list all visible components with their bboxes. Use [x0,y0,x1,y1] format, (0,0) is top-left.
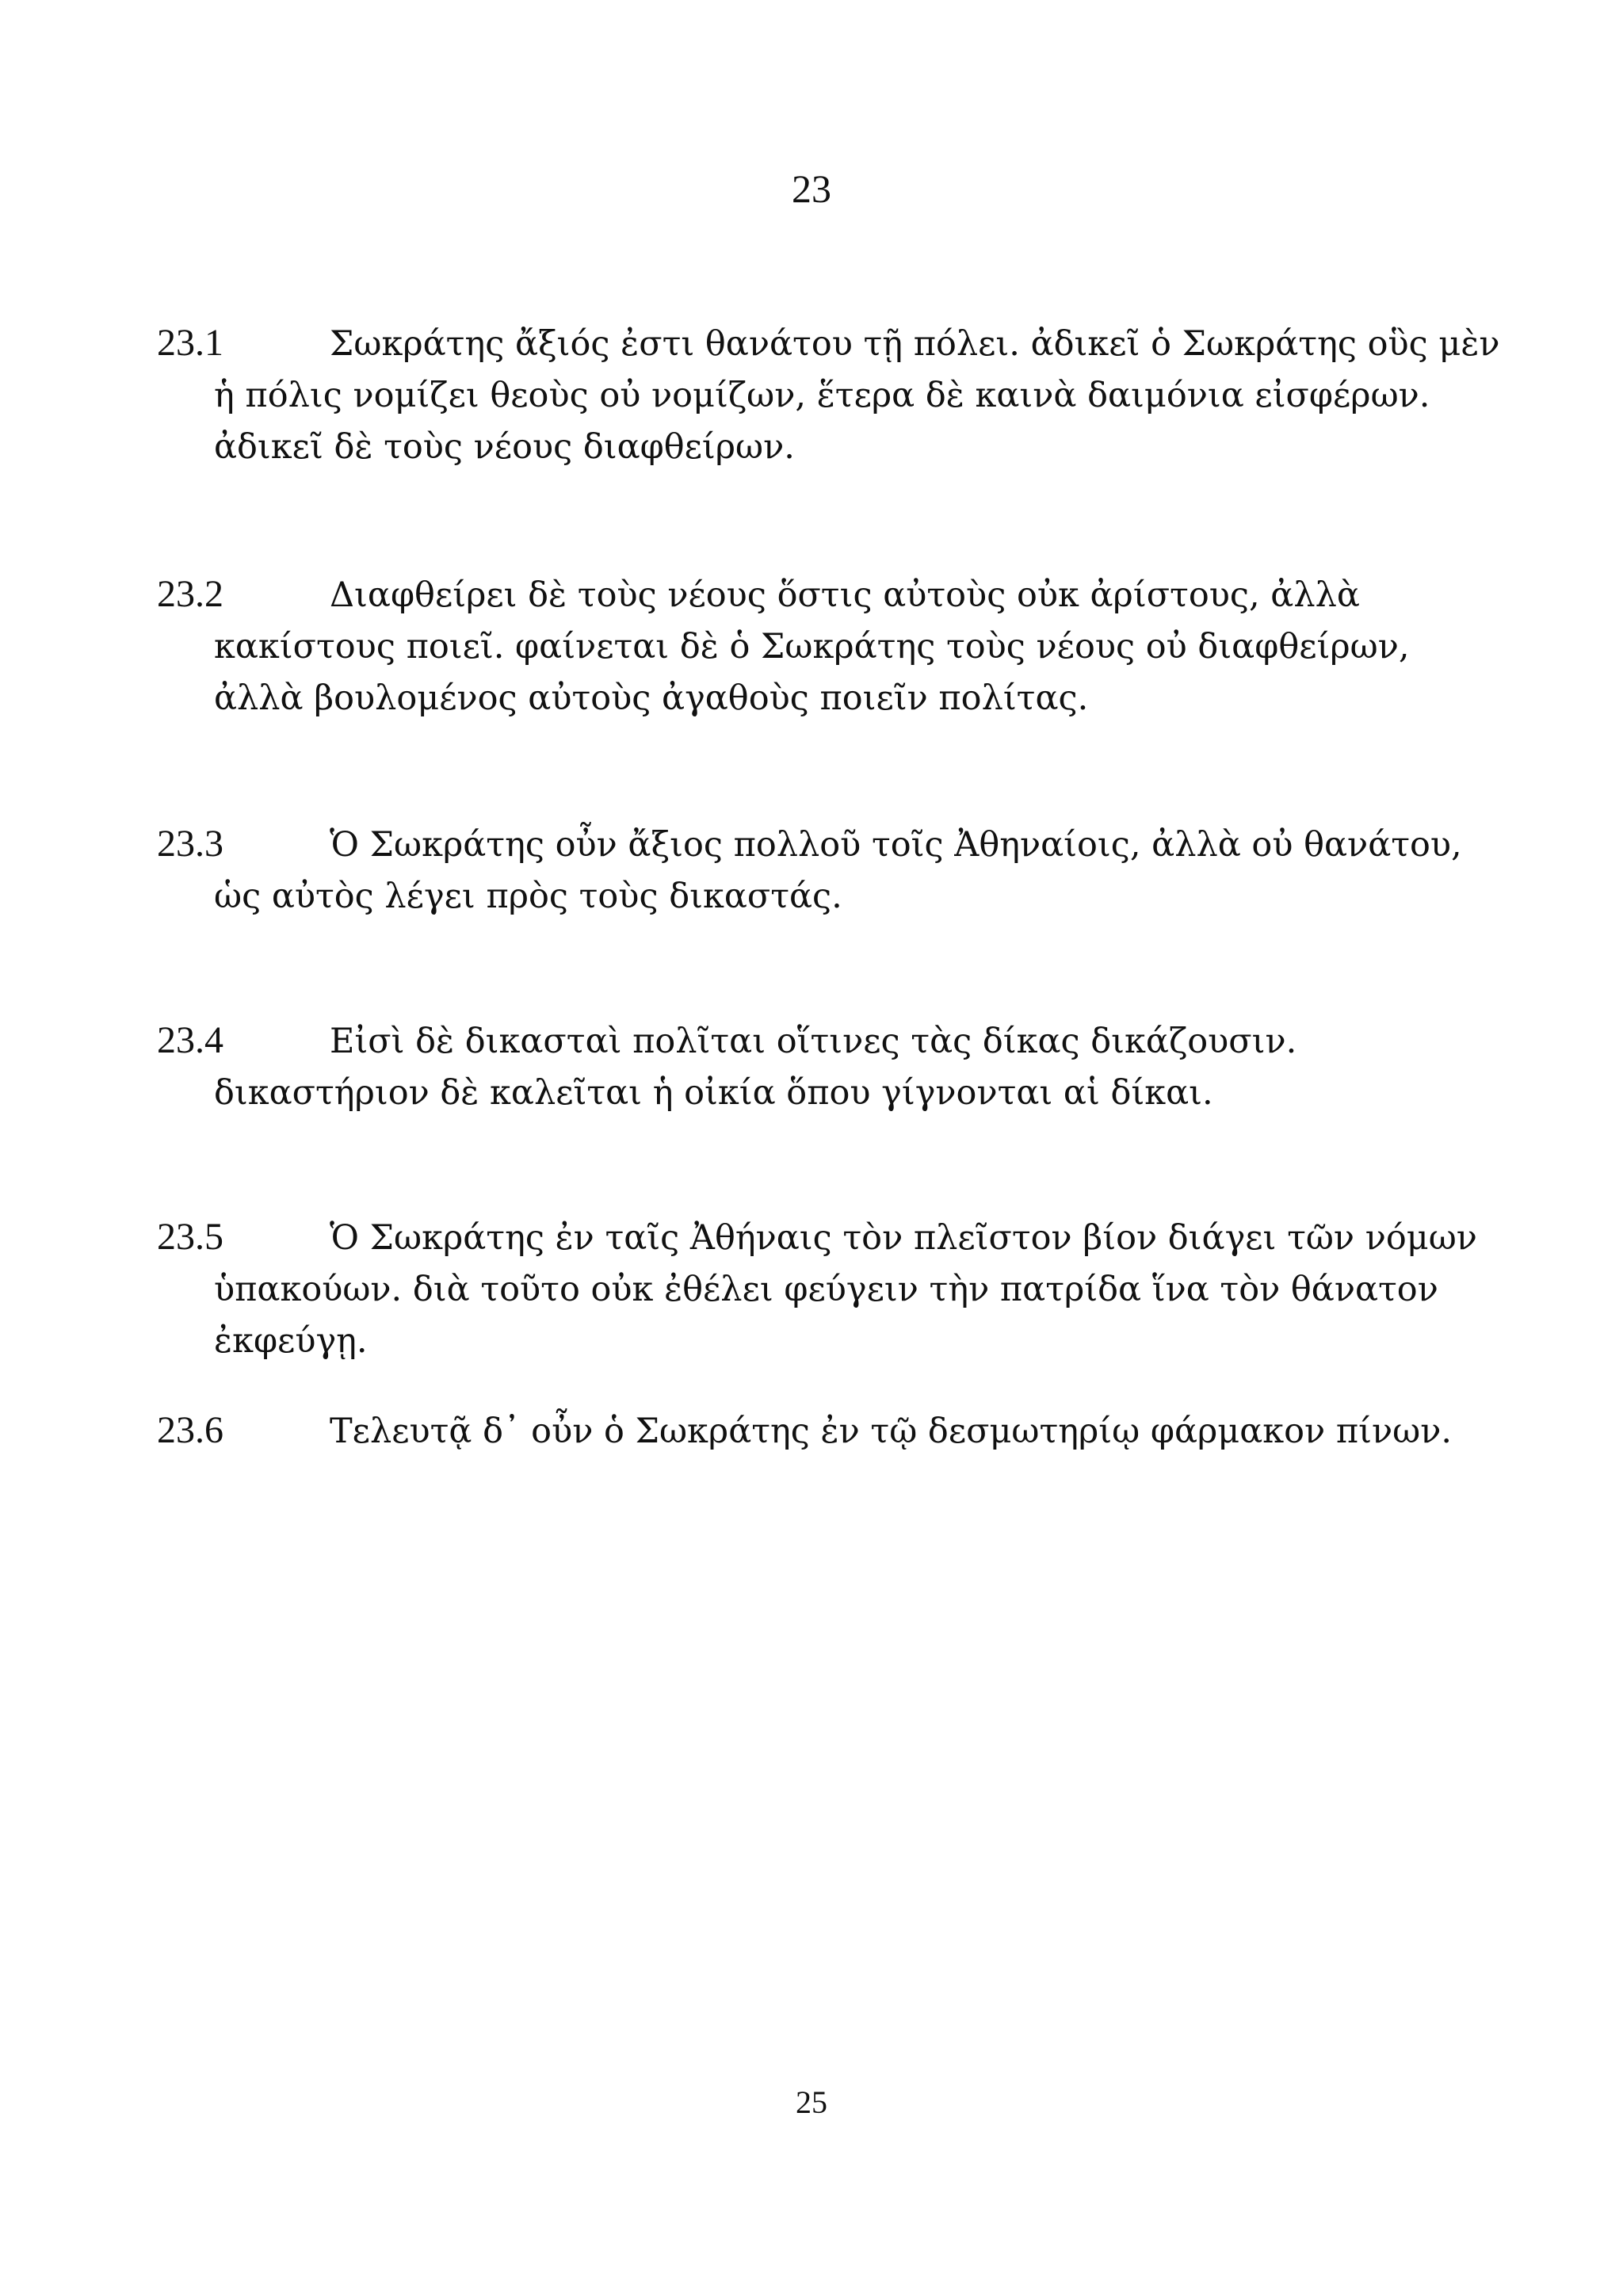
passage-23-3 [157,818,1504,923]
passage-number: 23.2 [157,573,223,615]
passage-23-4 [157,1014,1504,1119]
passage-text: Σωκράτης ἄξιός ἐστι θανάτου τῇ πόλει. ἀδικεῖ ὁ Σωκράτης οὓς μὲν ἡ πόλις νομίζει θεοὺς οὐ νομίζων, ἕτερα δὲ καινὰ δαιμόνια εἰσφέρων. ἀδικεῖ δὲ τοὺς νέους διαφθείρων. [214,324,1500,467]
passage-number: 23.5 [157,1216,223,1258]
passage-23-5 [157,1211,1504,1367]
passage-23-6 [157,1404,1504,1457]
passage-text: Ὁ Σωκράτης οὖν ἄξιος πολλοῦ τοῖς Ἀθηναίοις, ἀλλὰ οὐ θανάτου, ὡς αὐτὸς λέγει πρὸς τοὺς δικαστάς. [214,825,1462,916]
page-number: 25 [796,2084,827,2120]
passage-number: 23.4 [157,1019,223,1061]
passage-text: Εἰσὶ δὲ δικασταὶ πολῖται οἵτινες τὰς δίκας δικάζουσιν. δικαστήριον δὲ καλεῖται ἡ οἰκία ὅπου γίγνονται αἱ δίκαι. [214,1022,1297,1113]
passage-text: Ὁ Σωκράτης ἐν ταῖς Ἀθήναις τὸν πλεῖστον βίον διάγει τῶν νόμων ὑπακούων. διὰ τοῦτο οὐκ ἐθέλει φεύγειν τὴν πατρίδα ἵνα τὸν θάνατον ἐκφεύγῃ. [214,1218,1477,1361]
passage-number: 23.1 [157,322,223,364]
passage-number: 23.3 [157,823,223,865]
chapter-heading: 23 [792,166,831,211]
passage-23-2 [157,568,1504,724]
passage-number: 23.6 [157,1409,223,1451]
passage-23-1 [157,317,1504,473]
passage-text: Τελευτᾷ δ᾽ οὖν ὁ Σωκράτης ἐν τῷ δεσμωτηρίῳ φάρμακον πίνων. [330,1412,1452,1451]
passage-text: Διαφθείρει δὲ τοὺς νέους ὅστις αὐτοὺς οὐκ ἀρίστους, ἀλλὰ κακίστους ποιεῖ. φαίνεται δὲ ὁ Σωκράτης τοὺς νέους οὐ διαφθείρων, ἀλλὰ βουλομένος αὐτοὺς ἀγαθοὺς ποιεῖν πολίτας. [214,575,1410,718]
